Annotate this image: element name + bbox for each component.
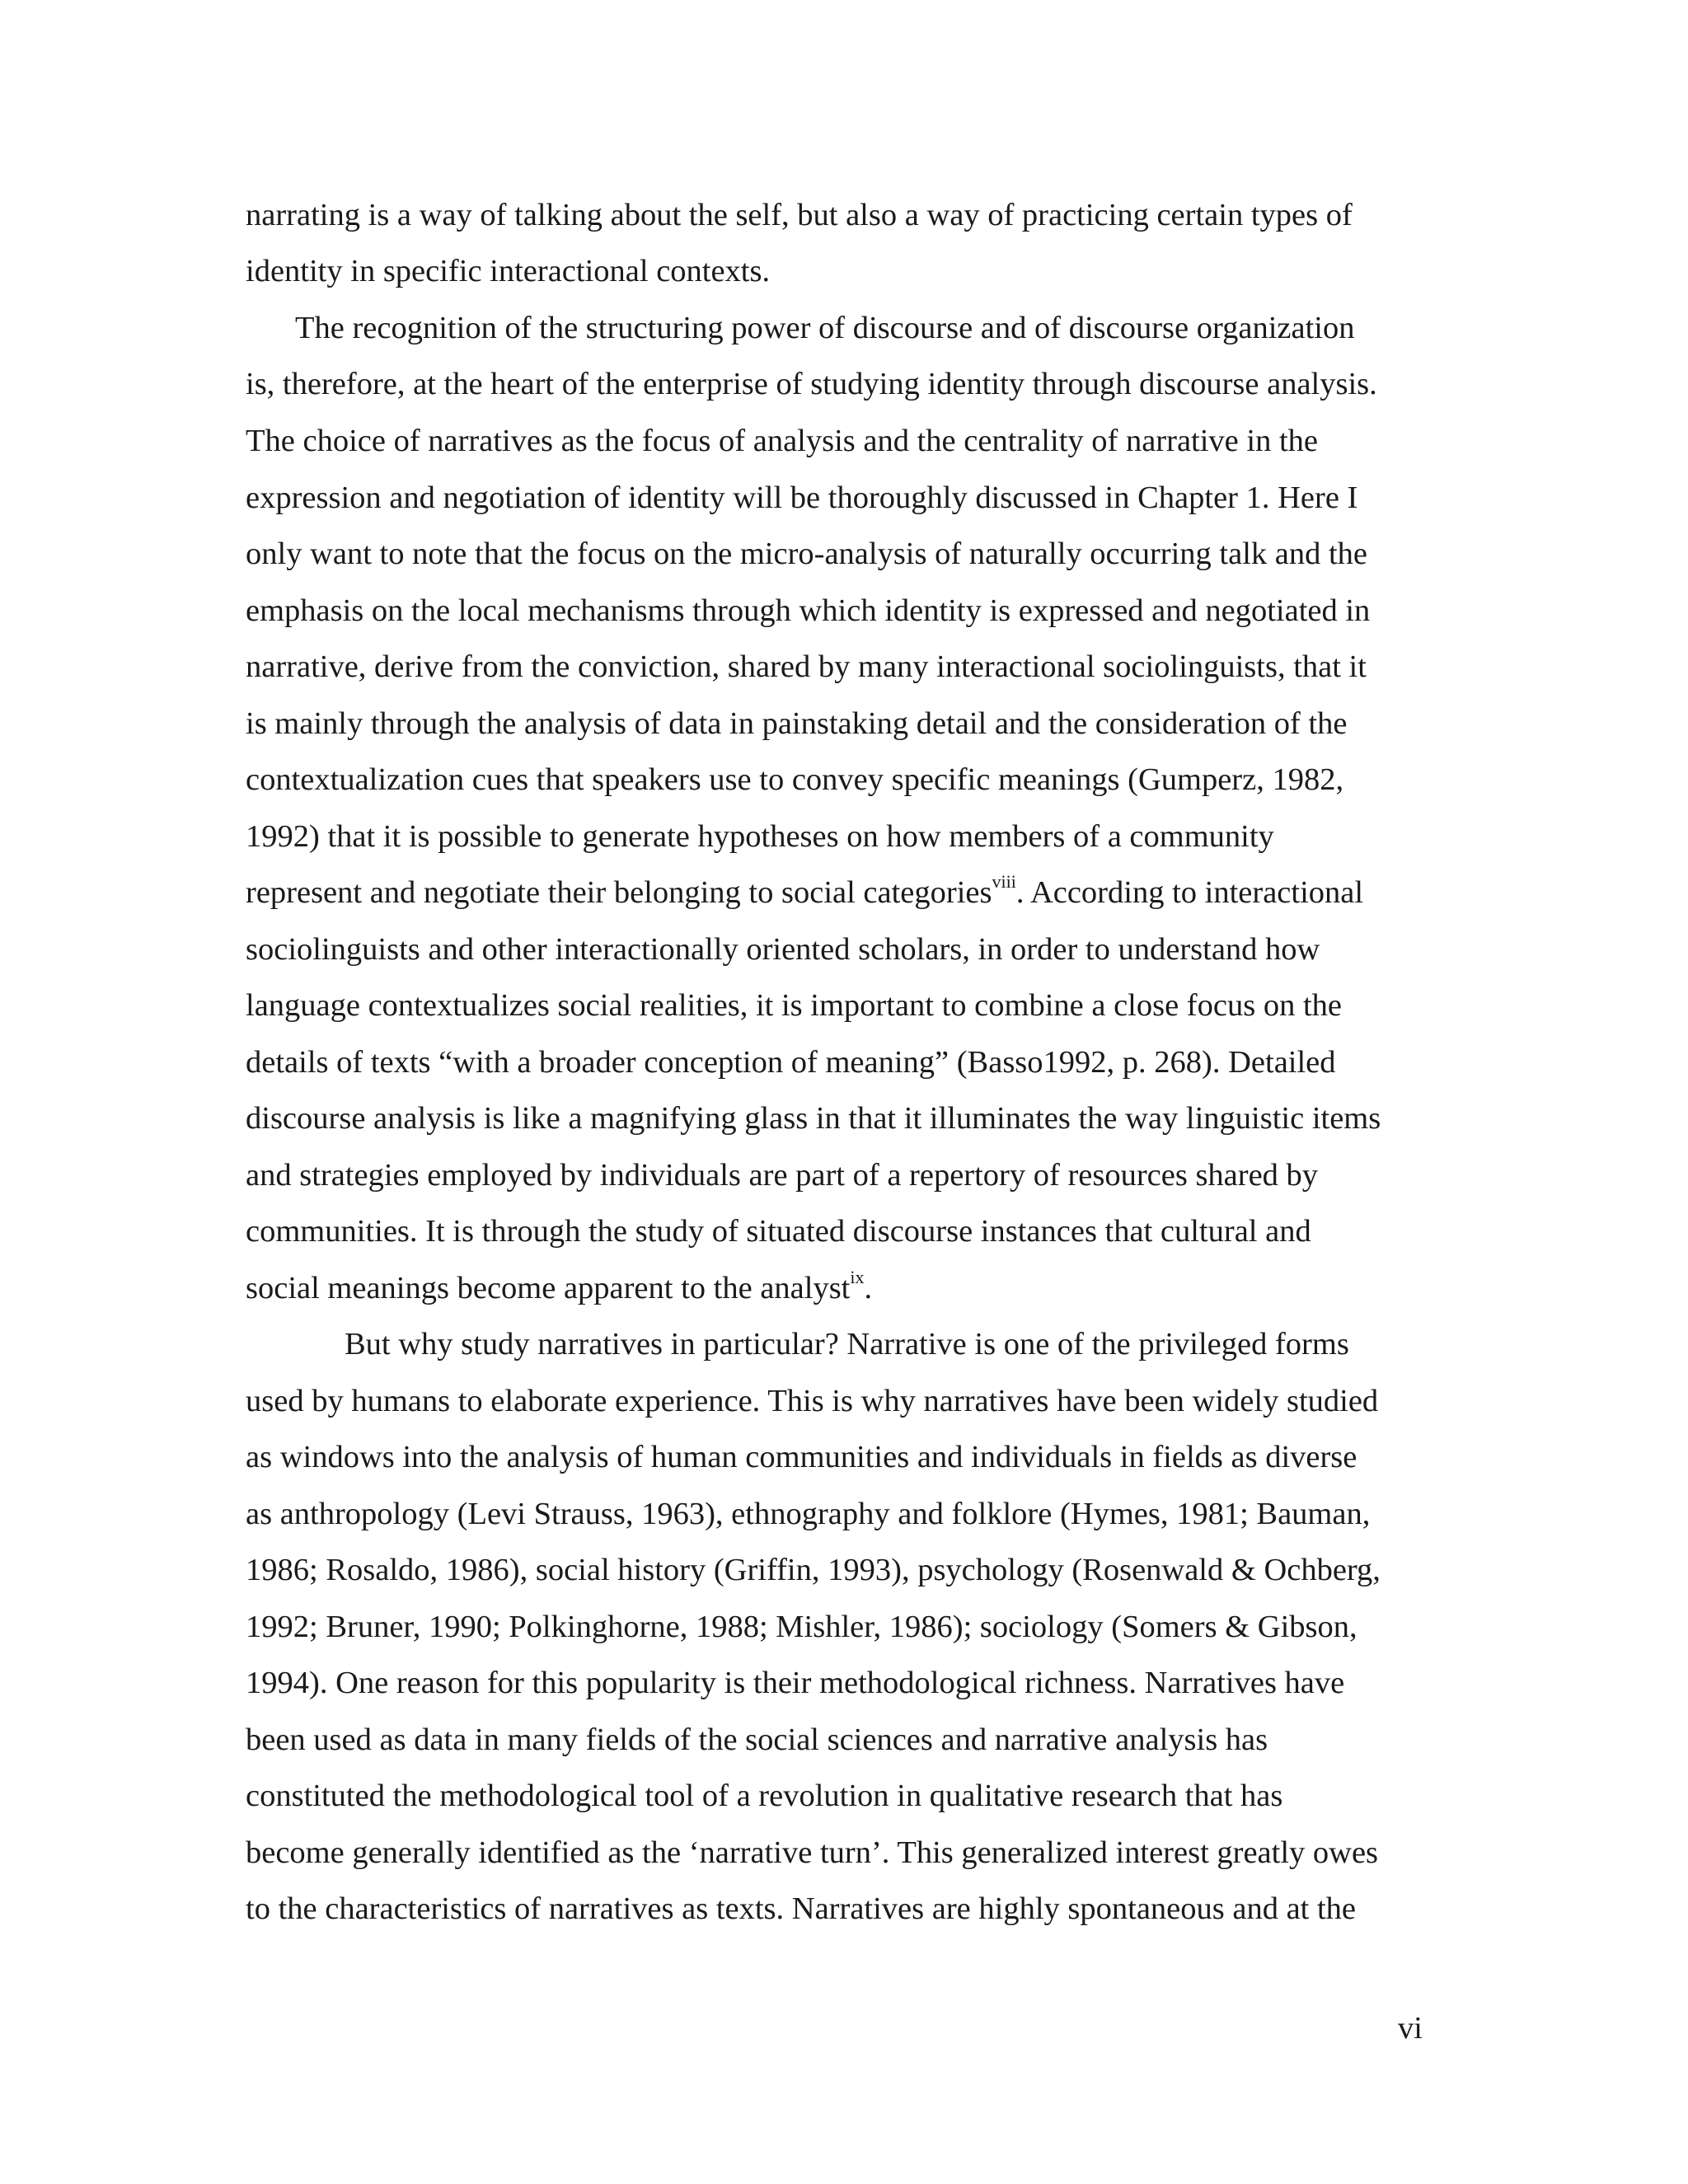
- text-line: become generally identified as the ‘narrative turn’. This generalized interest greatly owes: [246, 1835, 1379, 1870]
- text-line: discourse analysis is like a magnifying glass in that it illuminates the way linguistic items: [246, 1101, 1381, 1136]
- text-line: [246, 1269, 872, 1307]
- text-line: as windows into the analysis of human communities and individuals in fields as diverse: [246, 1440, 1357, 1474]
- text-line: to the characteristics of narratives as texts. Narratives are highly spontaneous and at the: [246, 1891, 1357, 1926]
- text-fragment: .: [864, 1271, 873, 1305]
- text-line: language contextualizes social realities, it is important to combine a close focus on the: [246, 988, 1342, 1023]
- endnote-marker-viii[interactable]: viii: [992, 871, 1016, 893]
- text-line: and strategies employed by individuals are part of a repertory of resources shared by: [246, 1158, 1319, 1193]
- text-line: constituted the methodological tool of a revolution in qualitative research that has: [246, 1779, 1283, 1813]
- text-line: narrative, derive from the conviction, shared by many interactional sociolinguists, that it: [246, 649, 1367, 684]
- text-line: emphasis on the local mechanisms through which identity is expressed and negotiated in: [246, 593, 1371, 628]
- page-number: vi: [1398, 2011, 1423, 2046]
- text-line: [246, 871, 1364, 912]
- endnote-marker-ix[interactable]: ix: [850, 1267, 865, 1288]
- text-fragment: represent and negotiate their belonging to social categories: [246, 875, 992, 910]
- text-line: sociolinguists and other interactionally oriented scholars, in order to understand how: [246, 932, 1320, 967]
- text-line: identity in specific interactional contexts.: [246, 254, 771, 288]
- text-line: 1992; Bruner, 1990; Polkinghorne, 1988; Mishler, 1986); sociology (Somers & Gibson,: [246, 1610, 1357, 1644]
- text-line: communities. It is through the study of situated discourse instances that cultural and: [246, 1214, 1311, 1249]
- text-line: But why study narratives in particular? Narrative is one of the privileged forms: [345, 1327, 1349, 1361]
- text-line: been used as data in many fields of the social sciences and narrative analysis has: [246, 1722, 1268, 1757]
- text-line: 1994). One reason for this popularity is their methodological richness. Narratives have: [246, 1666, 1345, 1700]
- text-line: 1986; Rosaldo, 1986), social history (Griffin, 1993), psychology (Rosenwald & Ochberg,: [246, 1553, 1381, 1587]
- text-line: The choice of narratives as the focus of analysis and the centrality of narrative in the: [246, 424, 1318, 458]
- text-line: expression and negotiation of identity will be thoroughly discussed in Chapter 1. Here I: [246, 480, 1358, 515]
- text-line: as anthropology (Levi Strauss, 1963), ethnography and folklore (Hymes, 1981; Bauman,: [246, 1497, 1371, 1531]
- text-line: details of texts “with a broader conception of meaning” (Basso1992, p. 268). Detailed: [246, 1045, 1336, 1080]
- text-fragment: social meanings become apparent to the analyst: [246, 1271, 851, 1305]
- text-line: is mainly through the analysis of data in painstaking detail and the consideration of the: [246, 706, 1348, 741]
- text-line: used by humans to elaborate experience. This is why narratives have been widely studied: [246, 1384, 1379, 1418]
- text-line: only want to note that the focus on the micro-analysis of naturally occurring talk and the: [246, 537, 1368, 571]
- text-line: narrating is a way of talking about the self, but also a way of practicing certain types of: [246, 198, 1353, 232]
- text-line: is, therefore, at the heart of the enterprise of studying identity through discourse analysis.: [246, 367, 1377, 401]
- text-fragment: . According to interactional: [1015, 875, 1364, 910]
- text-line: 1992) that it is possible to generate hypotheses on how members of a community: [246, 819, 1274, 854]
- text-line: The recognition of the structuring power of discourse and of discourse organization: [295, 311, 1355, 345]
- text-line: contextualization cues that speakers use to convey specific meanings (Gumperz, 1982,: [246, 762, 1344, 797]
